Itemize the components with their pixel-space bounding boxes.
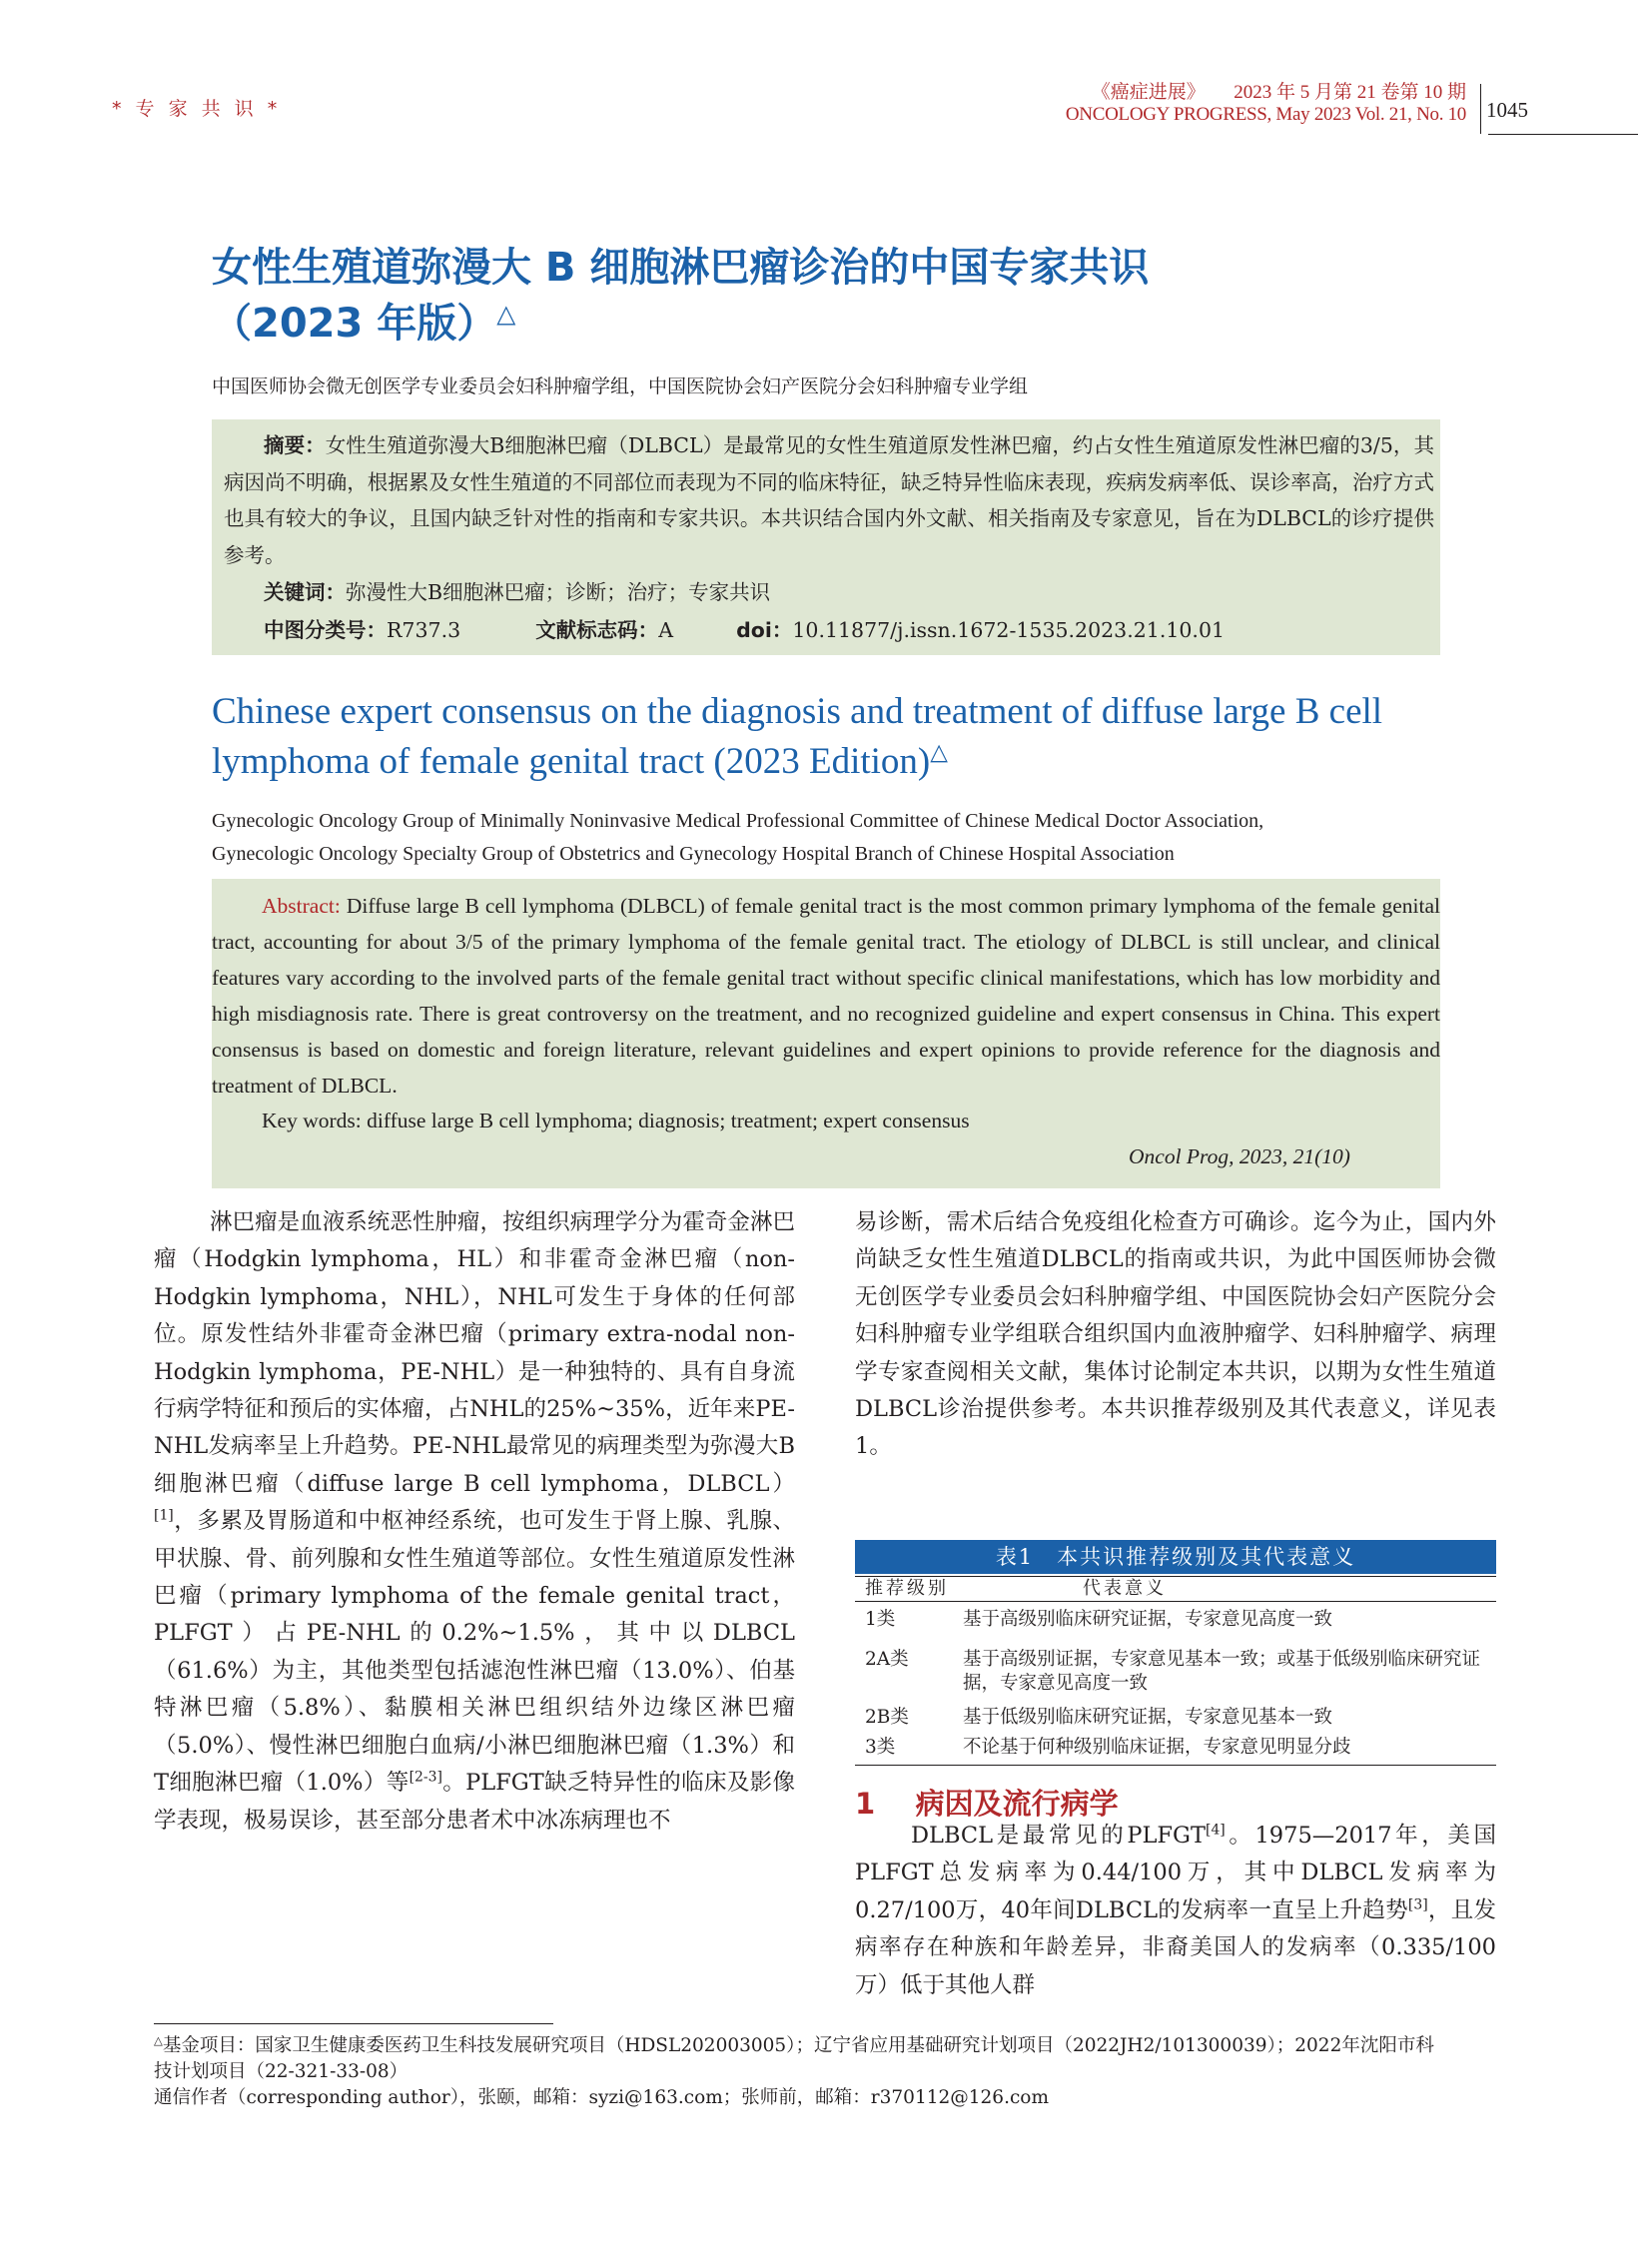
keywords-zh-label: 关键词： xyxy=(264,580,346,604)
authors-zh: 中国医师协会微无创医学专业委员会妇科肿瘤学组，中国医院协会妇产医院分会妇科肿瘤专业学组 xyxy=(212,375,1029,397)
keywords-zh-text: 弥漫性大B细胞淋巴瘤；诊断；治疗；专家共识 xyxy=(346,580,771,604)
authors-en-line1: Gynecologic Oncology Group of Minimally Noninvasive Medical Professional Committee of Chinese Medical Doctor Association, xyxy=(212,810,1264,832)
table1-col-desc: 代表意义 xyxy=(1083,1578,1167,1599)
title-zh-line1: 女性生殖道弥漫大 B 细胞淋巴瘤诊治的中国专家共识 xyxy=(212,245,1150,291)
title-en xyxy=(212,687,1450,787)
doc-code-value: A xyxy=(658,618,673,642)
ref-1: [1] xyxy=(154,1507,174,1524)
keywords-en-text: diffuse large B cell lymphoma; diagnosis; treatment; expert consensus xyxy=(367,1109,970,1132)
clc-value: R737.3 xyxy=(387,618,461,642)
body-left-p1a: 淋巴瘤是血液系统恶性肿瘤，按组织病理学分为霍奇金淋巴瘤（Hodgkin lymphoma，HL）和非霍奇金淋巴瘤（non-Hodgkin lymphoma，NHL），NHL可发生于身体的任何部位。原发性结外非霍奇金淋巴瘤（primary extra-nodal non-Hodgkin lymphoma，PE-NHL）是一种独特的、具有自身流行病学特征和预后的实体瘤，占NHL的25%~35%，近年来PE-NHL发病率呈上升趋势。PE-NHL最常见的病理类型为弥漫大B细胞淋巴瘤（diffuse large B cell lymphoma，DLBCL） xyxy=(154,1209,795,1497)
table1-desc-2a: 基于高级别证据，专家意见基本一致；或基于低级别临床研究证据，专家意见高度一致 xyxy=(963,1649,1481,1694)
abstract-zh-label: 摘要： xyxy=(264,433,326,457)
s1-p1a: DLBCL是最常见的PLFGT xyxy=(911,1823,1206,1849)
section-1-heading xyxy=(855,1782,1119,1823)
body-left-p1b: ，多累及胃肠道和中枢神经系统，也可发生于肾上腺、乳腺、甲状腺、骨、前列腺和女性生殖道等部位。女性生殖道原发性淋巴瘤（primary lymphoma of the female genital tract，PLFGT）占PE-NHL的0.2%~1.5%，其中以DLBCL（61.6%）为主，其他类型包括滤泡性淋巴瘤（13.0%）、伯基特淋巴瘤（5.8%）、黏膜相关淋巴组织结外边缘区淋巴瘤（5.0%）、慢性淋巴细胞白血病/小淋巴细胞淋巴瘤（1.3%）和T细胞淋巴瘤（1.0%）等 xyxy=(154,1508,795,1797)
table1-desc-2b: 基于低级别临床研究证据，专家意见基本一致 xyxy=(963,1707,1333,1728)
citation: Oncol Prog, 2023, 21(10) xyxy=(1129,1144,1350,1168)
table1-desc-1: 基于高级别临床研究证据，专家意见高度一致 xyxy=(963,1609,1333,1630)
header-divider xyxy=(1480,84,1481,134)
table1-grade-1: 1类 xyxy=(865,1609,896,1630)
table1-grade-2a: 2A类 xyxy=(865,1649,909,1670)
journal-header xyxy=(1066,82,1466,126)
page-number: 1045 xyxy=(1486,98,1528,122)
keywords-en-label: Key words: xyxy=(262,1109,362,1132)
abstract-en-text: Diffuse large B cell lymphoma (DLBCL) of female genital tract is the most common primary lymphoma of the female genital tract, accounting for about 3/5 of the primary lymphoma of the female genital tract. The etiology of DLBCL is still unclear, and clinical features vary according to the involved parts of the female genital tract without specific clinical manifestations, which has low morbidity and high misdiagnosis rate. There is great controversy on the treatment, and no recognized guideline and expert consensus in China. This expert consensus is based on domestic and foreign literature, relevant guidelines and expert opinions to provide reference for the diagnosis and treatment of DLBCL. xyxy=(212,894,1440,1098)
table1-bottom-rule xyxy=(855,1765,1496,1766)
table1-title: 表1 本共识推荐级别及其代表意义 xyxy=(855,1540,1496,1574)
section-1-title: 病因及流行病学 xyxy=(915,1787,1119,1821)
abstract-zh xyxy=(224,427,1434,573)
abstract-zh-text: 女性生殖道弥漫大B细胞淋巴瘤（DLBCL）是最常见的女性生殖道原发性淋巴瘤，约占女性生殖道原发性淋巴瘤的3/5，其病因尚不明确，根据累及女性生殖道的不同部位而表现为不同的临床特征，缺乏特异性临床表现，疾病发病率低、误诊率高，治疗方式也具有较大的争议，且国内缺乏针对性的指南和专家共识。本共识结合国内外文献、相关指南及专家意见，旨在为DLBCL的诊疗提供参考。 xyxy=(224,433,1435,567)
abstract-en-label: Abstract: xyxy=(262,894,341,918)
body-left-p1c: 。PLFGT缺乏特异性的临床及影像学表现，极易误诊，甚至部分患者术中冰冻病理也不 xyxy=(154,1770,795,1834)
header-rule xyxy=(1488,134,1638,135)
body-right-column: 易诊断，需术后结合免疫组化检查方可确诊。迄今为止，国内外尚缺乏女性生殖道DLBCL的指南或共识，为此中国医师协会微无创医学专业委员会妇科肿瘤学组、中国医院协会妇产医院分会妇科肿瘤专业学组联合组织国内血液肿瘤学、妇科肿瘤学、病理学专家查阅相关文献，集体讨论制定本共识，以期为女性生殖道DLBCL诊治提供参考。本共识推荐级别及其代表意义，详见表1。 xyxy=(855,1209,1496,1460)
s1-p1b: 。1975—2017年，美国PLFGT总发病率为0.44/100万，其中DLBCL发病率为0.27/100万，40年间DLBCL的发病率一直呈上升趋势 xyxy=(855,1823,1496,1923)
keywords-en xyxy=(262,1109,970,1133)
title-zh xyxy=(212,240,1450,352)
authors-en xyxy=(212,805,1460,871)
corresponding-author: 通信作者（corresponding author），张颐，邮箱：syzi@163.com；张师前，邮箱：r370112@126.com xyxy=(154,2087,1049,2108)
abstract-en xyxy=(212,888,1440,1104)
table1-header xyxy=(855,1576,1496,1602)
section-1-paragraph xyxy=(855,1818,1496,2004)
s1-p1c: ，且发病率存在种族和年龄差异，非裔美国人的发病率（0.335/100万）低于其他人群 xyxy=(855,1896,1496,1998)
section-1-number: 1 xyxy=(855,1787,876,1821)
clc-label: 中图分类号： xyxy=(264,618,387,642)
doi-label: doi： xyxy=(736,618,793,642)
title-zh-line2: （2023 年版） xyxy=(212,301,497,347)
fund-footnote-text: 基金项目：国家卫生健康委医药卫生科技发展研究项目（HDSL202003005）；辽宁省应用基础研究计划项目（2022JH2/101300039）；2022年沈阳市科技计划项目（22-321-33-08） xyxy=(154,2035,1434,2082)
ref-4: [4] xyxy=(1206,1822,1226,1839)
title-en-mark: △ xyxy=(930,739,948,765)
authors-en-line2: Gynecologic Oncology Specialty Group of Obstetrics and Gynecology Hospital Branch of Chinese Hospital Association xyxy=(212,843,1175,865)
fund-mark: △ xyxy=(496,299,516,329)
table1-grade-2b: 2B类 xyxy=(865,1707,909,1728)
fund-footnote-mark: △ xyxy=(154,2032,163,2047)
body-left-column xyxy=(154,1204,795,1840)
table1-grade-3: 3类 xyxy=(865,1737,896,1758)
table1-desc-3: 不论基于何种级别临床证据，专家意见明显分歧 xyxy=(963,1737,1351,1758)
classification-line xyxy=(264,612,1225,648)
footnote-rule xyxy=(154,2023,553,2024)
issue-zh: 2023 年 5 月第 21 卷第 10 期 xyxy=(1234,82,1466,103)
journal-name-en: ONCOLOGY PROGRESS, May 2023 Vol. 21, No. 10 xyxy=(1065,104,1466,125)
doi-value: 10.11877/j.issn.1672-1535.2023.21.10.01 xyxy=(792,618,1226,642)
keywords-zh xyxy=(264,574,770,610)
doc-code-label: 文献标志码： xyxy=(535,618,659,642)
journal-name-zh: 《癌症进展》 xyxy=(1091,82,1206,103)
section-label: * 专 家 共 识 * xyxy=(112,98,282,120)
table1-col-grade: 推荐级别 xyxy=(865,1578,949,1599)
fund-footnote xyxy=(154,2033,1452,2085)
title-en-text: Chinese expert consensus on the diagnosis and treatment of diffuse large B cell lymphoma of female genital tract (2023 Edition) xyxy=(212,691,1383,782)
ref-3: [3] xyxy=(1407,1896,1428,1913)
ref-2-3: [2-3] xyxy=(409,1769,442,1786)
footnotes xyxy=(154,2033,1452,2111)
